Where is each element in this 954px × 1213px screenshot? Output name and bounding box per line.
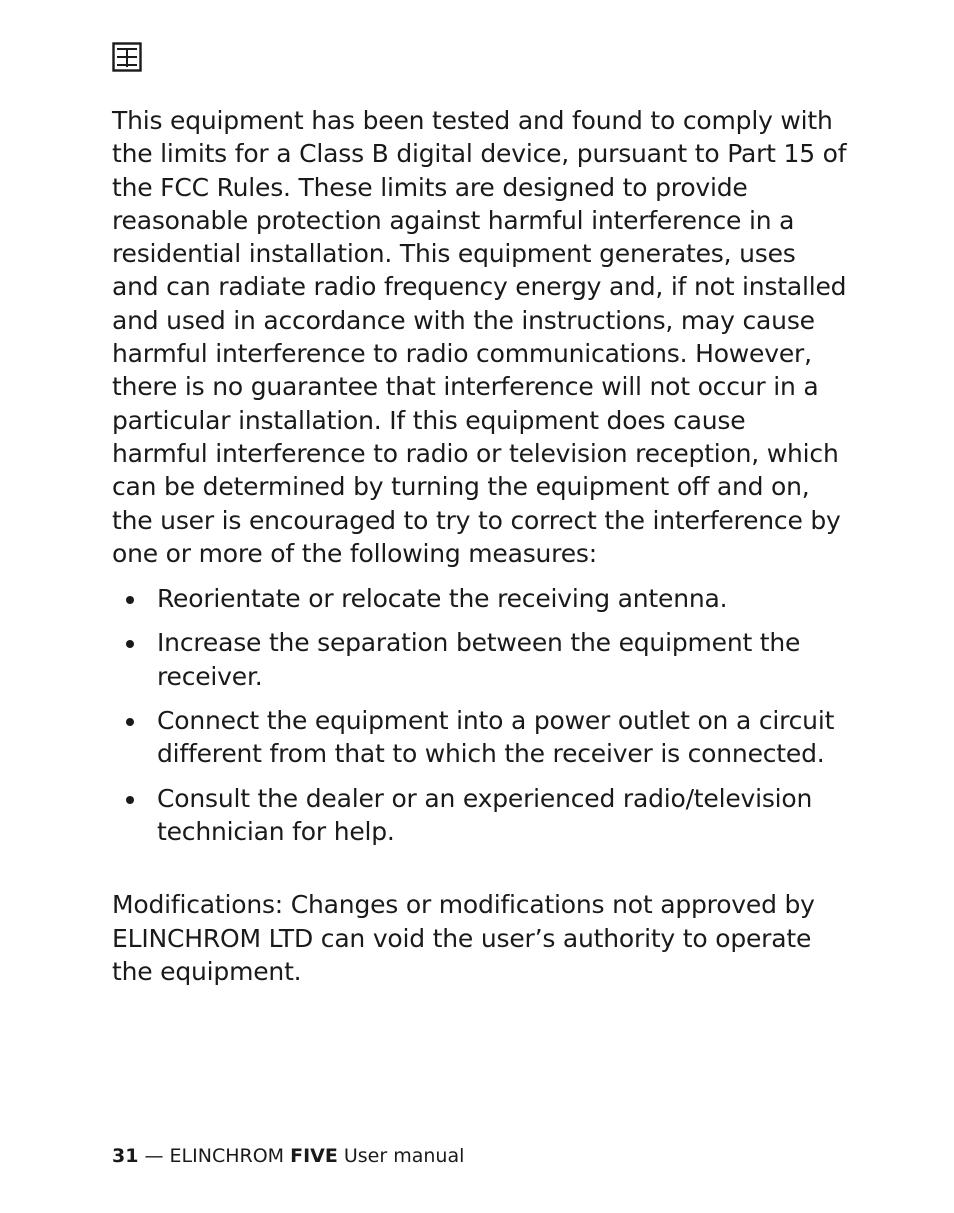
bullet-icon	[126, 640, 134, 648]
page-footer	[112, 1144, 464, 1168]
list-item-text: Consult the dealer or an experienced radio/television technician for help.	[157, 783, 813, 846]
list-item	[112, 582, 847, 615]
bullet-icon	[126, 718, 134, 726]
modifications-paragraph: Modifications: Changes or modifications not approved by ELINCHROM LTD can void the user’s authority to operate the equipment.	[112, 890, 815, 986]
page-number: 31	[112, 1145, 139, 1167]
list-item	[112, 626, 847, 693]
footer-suffix: User manual	[337, 1145, 465, 1167]
list-item-text: Connect the equipment into a power outlet on a circuit different from that to which the receiver is connected.	[157, 706, 835, 769]
main-content	[112, 104, 847, 988]
table-of-contents-icon[interactable]	[112, 42, 142, 72]
footer-separator: — ELINCHROM	[138, 1145, 291, 1167]
measures-list	[112, 582, 847, 848]
list-item	[112, 782, 847, 849]
list-item-text: Reorientate or relocate the receiving antenna.	[157, 584, 728, 614]
list-item-text: Increase the separation between the equipment the receiver.	[157, 628, 801, 691]
fcc-paragraph: This equipment has been tested and found to comply with the limits for a Class B digital device, pursuant to Part 15 of the FCC Rules. These limits are designed to provide reasonable protection against harmful interference in a residential installation. This equipment generates, uses and can radiate radio frequency energy and, if not installed and used in accordance with the instructions, may cause harmful interference to radio communications. However, there is no guarantee that interference will not occur in a particular installation. If this equipment does cause harmful interference to radio or television reception, which can be determined by turning the equipment off and on, the user is encouraged to try to correct the interference by one or more of the following measures:	[112, 106, 847, 568]
list-item	[112, 704, 847, 771]
product-name: FIVE	[290, 1145, 338, 1167]
bullet-icon	[126, 596, 134, 604]
bullet-icon	[126, 796, 134, 804]
